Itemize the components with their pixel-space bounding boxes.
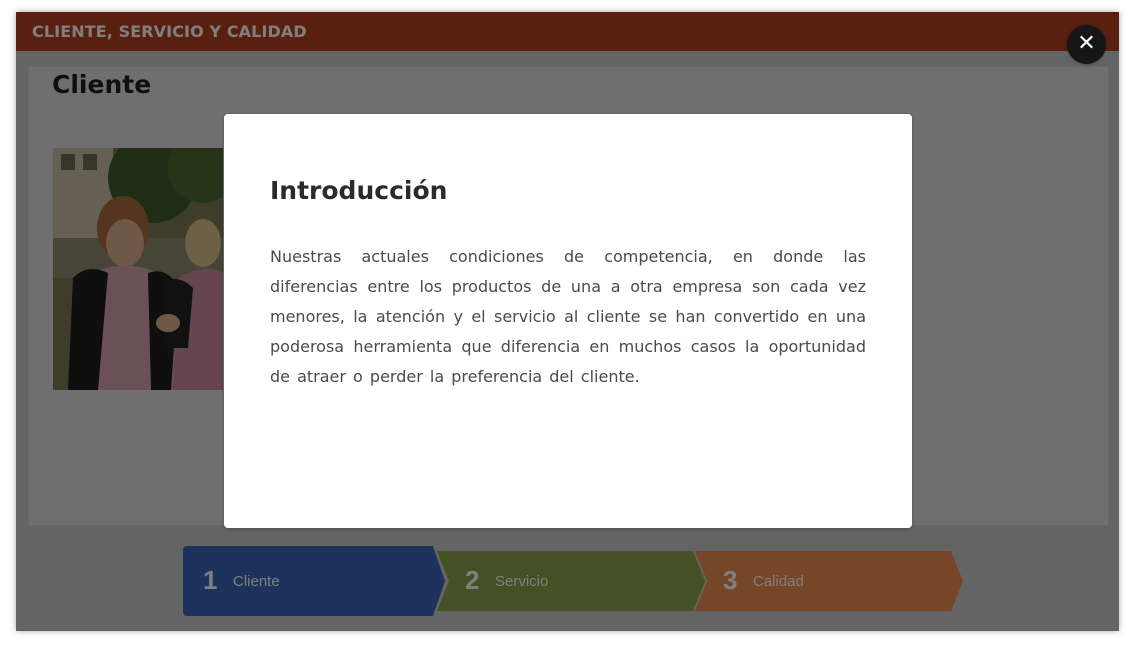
close-icon: ✕ <box>1077 31 1096 56</box>
modal-body-text: Nuestras actuales condiciones de competencia, en donde las diferencias entre los productos de una a otra empresa son cada vez menores, la atención y el servicio al cliente se han convertido en una poderosa herramienta que diferencia en muchos casos la oportunidad de atraer o perder la preferencia del cliente. <box>270 247 866 386</box>
modal-title: Introducción <box>270 176 448 205</box>
close-button[interactable] <box>1067 25 1106 64</box>
intro-modal <box>224 114 912 528</box>
